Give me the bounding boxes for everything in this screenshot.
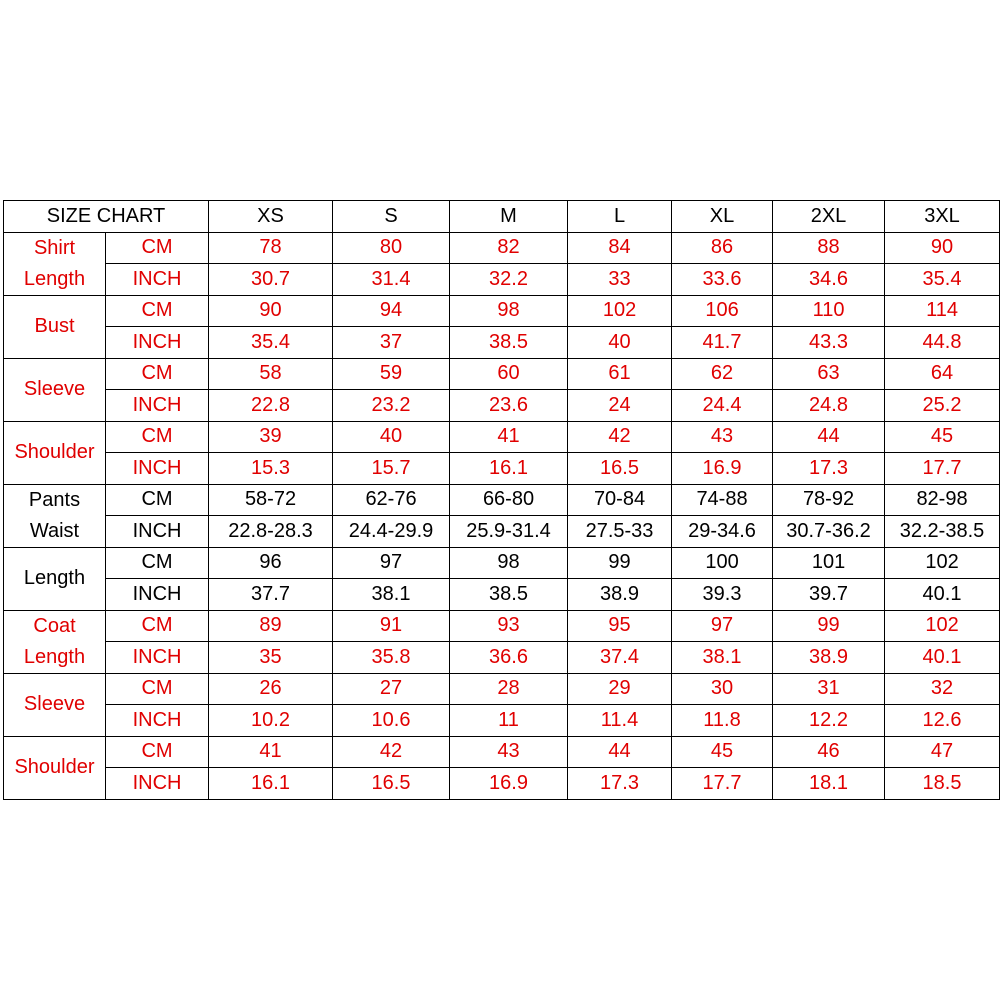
measurement-value: 106 (672, 295, 773, 327)
measurement-category (4, 547, 106, 610)
measurement-value: 84 (568, 232, 672, 264)
measurement-value: 45 (672, 736, 773, 768)
measurement-value: 94 (333, 295, 450, 327)
measurement-value: 98 (450, 547, 568, 579)
unit-label: CM (106, 358, 209, 390)
size-header-xl: XL (672, 201, 773, 233)
unit-label: CM (106, 421, 209, 453)
measurement-value: 35.4 (885, 264, 1000, 296)
measurement-value: 18.5 (885, 768, 1000, 800)
size-header-xs: XS (209, 201, 333, 233)
measurement-value: 90 (209, 295, 333, 327)
table-row (4, 610, 1000, 642)
measurement-value: 44.8 (885, 327, 1000, 359)
size-chart-title: SIZE CHART (4, 201, 209, 233)
measurement-value: 37 (333, 327, 450, 359)
measurement-value: 10.6 (333, 705, 450, 737)
size-header-s: S (333, 201, 450, 233)
unit-label: CM (106, 673, 209, 705)
measurement-value: 11.8 (672, 705, 773, 737)
unit-label: CM (106, 736, 209, 768)
measurement-value: 82 (450, 232, 568, 264)
measurement-value: 43 (450, 736, 568, 768)
measurement-value: 90 (885, 232, 1000, 264)
measurement-value: 62 (672, 358, 773, 390)
unit-label: INCH (106, 390, 209, 422)
measurement-value: 32.2-38.5 (885, 516, 1000, 548)
measurement-value: 96 (209, 547, 333, 579)
measurement-value: 35.4 (209, 327, 333, 359)
measurement-category (4, 295, 106, 358)
measurement-value: 16.9 (672, 453, 773, 485)
measurement-category (4, 232, 106, 295)
measurement-value: 43 (672, 421, 773, 453)
size-header-3xl: 3XL (885, 201, 1000, 233)
category-label-line: Length (23, 267, 86, 290)
measurement-value: 23.2 (333, 390, 450, 422)
unit-label: INCH (106, 516, 209, 548)
unit-label: INCH (106, 327, 209, 359)
measurement-value: 16.5 (568, 453, 672, 485)
category-label-line: Waist (29, 519, 80, 542)
measurement-value: 91 (333, 610, 450, 642)
measurement-value: 45 (885, 421, 1000, 453)
measurement-value: 25.9-31.4 (450, 516, 568, 548)
measurement-value: 78-92 (773, 484, 885, 516)
measurement-value: 25.2 (885, 390, 1000, 422)
measurement-value: 33.6 (672, 264, 773, 296)
measurement-value: 89 (209, 610, 333, 642)
measurement-value: 12.6 (885, 705, 1000, 737)
measurement-value: 40 (333, 421, 450, 453)
measurement-value: 26 (209, 673, 333, 705)
measurement-value: 24.4-29.9 (333, 516, 450, 548)
measurement-value: 98 (450, 295, 568, 327)
measurement-value: 41.7 (672, 327, 773, 359)
size-header-l: L (568, 201, 672, 233)
measurement-category (4, 358, 106, 421)
measurement-category (4, 673, 106, 736)
measurement-value: 11.4 (568, 705, 672, 737)
measurement-value: 10.2 (209, 705, 333, 737)
table-row (4, 390, 1000, 422)
category-label-line: Shirt (33, 236, 76, 259)
measurement-value: 35.8 (333, 642, 450, 674)
table-row (4, 579, 1000, 611)
measurement-value: 16.1 (209, 768, 333, 800)
measurement-value: 28 (450, 673, 568, 705)
measurement-value: 17.3 (773, 453, 885, 485)
size-header-2xl: 2XL (773, 201, 885, 233)
unit-label: CM (106, 295, 209, 327)
measurement-value: 40.1 (885, 642, 1000, 674)
measurement-value: 27 (333, 673, 450, 705)
measurement-value: 46 (773, 736, 885, 768)
measurement-value: 38.9 (773, 642, 885, 674)
table-row (4, 705, 1000, 737)
measurement-value: 36.6 (450, 642, 568, 674)
unit-label: INCH (106, 642, 209, 674)
measurement-value: 16.9 (450, 768, 568, 800)
measurement-value: 39 (209, 421, 333, 453)
measurement-value: 31.4 (333, 264, 450, 296)
measurement-value: 29-34.6 (672, 516, 773, 548)
measurement-value: 11 (450, 705, 568, 737)
measurement-value: 58-72 (209, 484, 333, 516)
measurement-value: 30.7-36.2 (773, 516, 885, 548)
category-label-line: Shoulder (14, 441, 95, 463)
table-row (4, 327, 1000, 359)
table-row (4, 516, 1000, 548)
measurement-value: 88 (773, 232, 885, 264)
table-row (4, 232, 1000, 264)
table-row (4, 642, 1000, 674)
measurement-value: 99 (568, 547, 672, 579)
measurement-value: 110 (773, 295, 885, 327)
category-label-line: Bust (34, 315, 75, 337)
measurement-value: 44 (773, 421, 885, 453)
measurement-value: 39.3 (672, 579, 773, 611)
measurement-value: 29 (568, 673, 672, 705)
measurement-value: 93 (450, 610, 568, 642)
category-label-line: Coat (33, 614, 76, 637)
measurement-category (4, 610, 106, 673)
measurement-value: 23.6 (450, 390, 568, 422)
measurement-value: 15.7 (333, 453, 450, 485)
table-row (4, 421, 1000, 453)
header-row (4, 201, 1000, 233)
measurement-value: 42 (333, 736, 450, 768)
unit-label: INCH (106, 579, 209, 611)
measurement-value: 18.1 (773, 768, 885, 800)
measurement-value: 39.7 (773, 579, 885, 611)
measurement-value: 44 (568, 736, 672, 768)
measurement-value: 24 (568, 390, 672, 422)
measurement-value: 22.8-28.3 (209, 516, 333, 548)
measurement-value: 16.5 (333, 768, 450, 800)
size-header-m: M (450, 201, 568, 233)
measurement-value: 102 (885, 547, 1000, 579)
measurement-value: 17.3 (568, 768, 672, 800)
unit-label: CM (106, 484, 209, 516)
measurement-value: 32.2 (450, 264, 568, 296)
measurement-value: 47 (885, 736, 1000, 768)
measurement-category (4, 421, 106, 484)
measurement-value: 60 (450, 358, 568, 390)
measurement-value: 38.1 (672, 642, 773, 674)
measurement-category (4, 484, 106, 547)
measurement-value: 86 (672, 232, 773, 264)
category-label-line: Length (23, 645, 86, 668)
measurement-value: 16.1 (450, 453, 568, 485)
table-row (4, 547, 1000, 579)
measurement-value: 41 (209, 736, 333, 768)
measurement-value: 24.4 (672, 390, 773, 422)
measurement-value: 97 (333, 547, 450, 579)
measurement-value: 61 (568, 358, 672, 390)
table-row (4, 264, 1000, 296)
measurement-value: 40.1 (885, 579, 1000, 611)
measurement-value: 34.6 (773, 264, 885, 296)
measurement-value: 27.5-33 (568, 516, 672, 548)
category-label-line: Length (23, 567, 86, 589)
unit-label: CM (106, 610, 209, 642)
measurement-value: 80 (333, 232, 450, 264)
table-row (4, 358, 1000, 390)
measurement-value: 22.8 (209, 390, 333, 422)
measurement-value: 100 (672, 547, 773, 579)
measurement-value: 70-84 (568, 484, 672, 516)
measurement-value: 38.9 (568, 579, 672, 611)
measurement-value: 12.2 (773, 705, 885, 737)
size-chart-body (4, 232, 1000, 799)
measurement-value: 62-76 (333, 484, 450, 516)
measurement-value: 102 (885, 610, 1000, 642)
unit-label: INCH (106, 705, 209, 737)
measurement-value: 41 (450, 421, 568, 453)
category-label-line: Sleeve (23, 378, 86, 400)
unit-label: CM (106, 232, 209, 264)
table-row (4, 768, 1000, 800)
measurement-value: 42 (568, 421, 672, 453)
measurement-value: 59 (333, 358, 450, 390)
table-row (4, 673, 1000, 705)
unit-label: CM (106, 547, 209, 579)
unit-label: INCH (106, 264, 209, 296)
measurement-value: 78 (209, 232, 333, 264)
size-chart-table (3, 200, 1000, 800)
category-label-line: Sleeve (23, 693, 86, 715)
measurement-value: 63 (773, 358, 885, 390)
measurement-value: 37.4 (568, 642, 672, 674)
measurement-value: 38.5 (450, 327, 568, 359)
measurement-value: 24.8 (773, 390, 885, 422)
measurement-value: 38.1 (333, 579, 450, 611)
measurement-value: 37.7 (209, 579, 333, 611)
table-row (4, 295, 1000, 327)
table-row (4, 453, 1000, 485)
table-row (4, 736, 1000, 768)
measurement-value: 64 (885, 358, 1000, 390)
measurement-value: 43.3 (773, 327, 885, 359)
measurement-value: 95 (568, 610, 672, 642)
measurement-value: 17.7 (672, 768, 773, 800)
measurement-value: 31 (773, 673, 885, 705)
measurement-value: 40 (568, 327, 672, 359)
measurement-value: 17.7 (885, 453, 1000, 485)
measurement-value: 38.5 (450, 579, 568, 611)
measurement-value: 66-80 (450, 484, 568, 516)
measurement-value: 74-88 (672, 484, 773, 516)
category-label-line: Shoulder (14, 756, 95, 778)
measurement-value: 99 (773, 610, 885, 642)
measurement-value: 114 (885, 295, 1000, 327)
measurement-value: 35 (209, 642, 333, 674)
measurement-value: 101 (773, 547, 885, 579)
measurement-value: 30.7 (209, 264, 333, 296)
measurement-value: 82-98 (885, 484, 1000, 516)
category-label-line: Pants (28, 488, 81, 511)
measurement-value: 30 (672, 673, 773, 705)
measurement-value: 15.3 (209, 453, 333, 485)
measurement-value: 97 (672, 610, 773, 642)
measurement-value: 58 (209, 358, 333, 390)
measurement-value: 33 (568, 264, 672, 296)
unit-label: INCH (106, 768, 209, 800)
measurement-value: 102 (568, 295, 672, 327)
unit-label: INCH (106, 453, 209, 485)
table-row (4, 484, 1000, 516)
measurement-category (4, 736, 106, 799)
measurement-value: 32 (885, 673, 1000, 705)
